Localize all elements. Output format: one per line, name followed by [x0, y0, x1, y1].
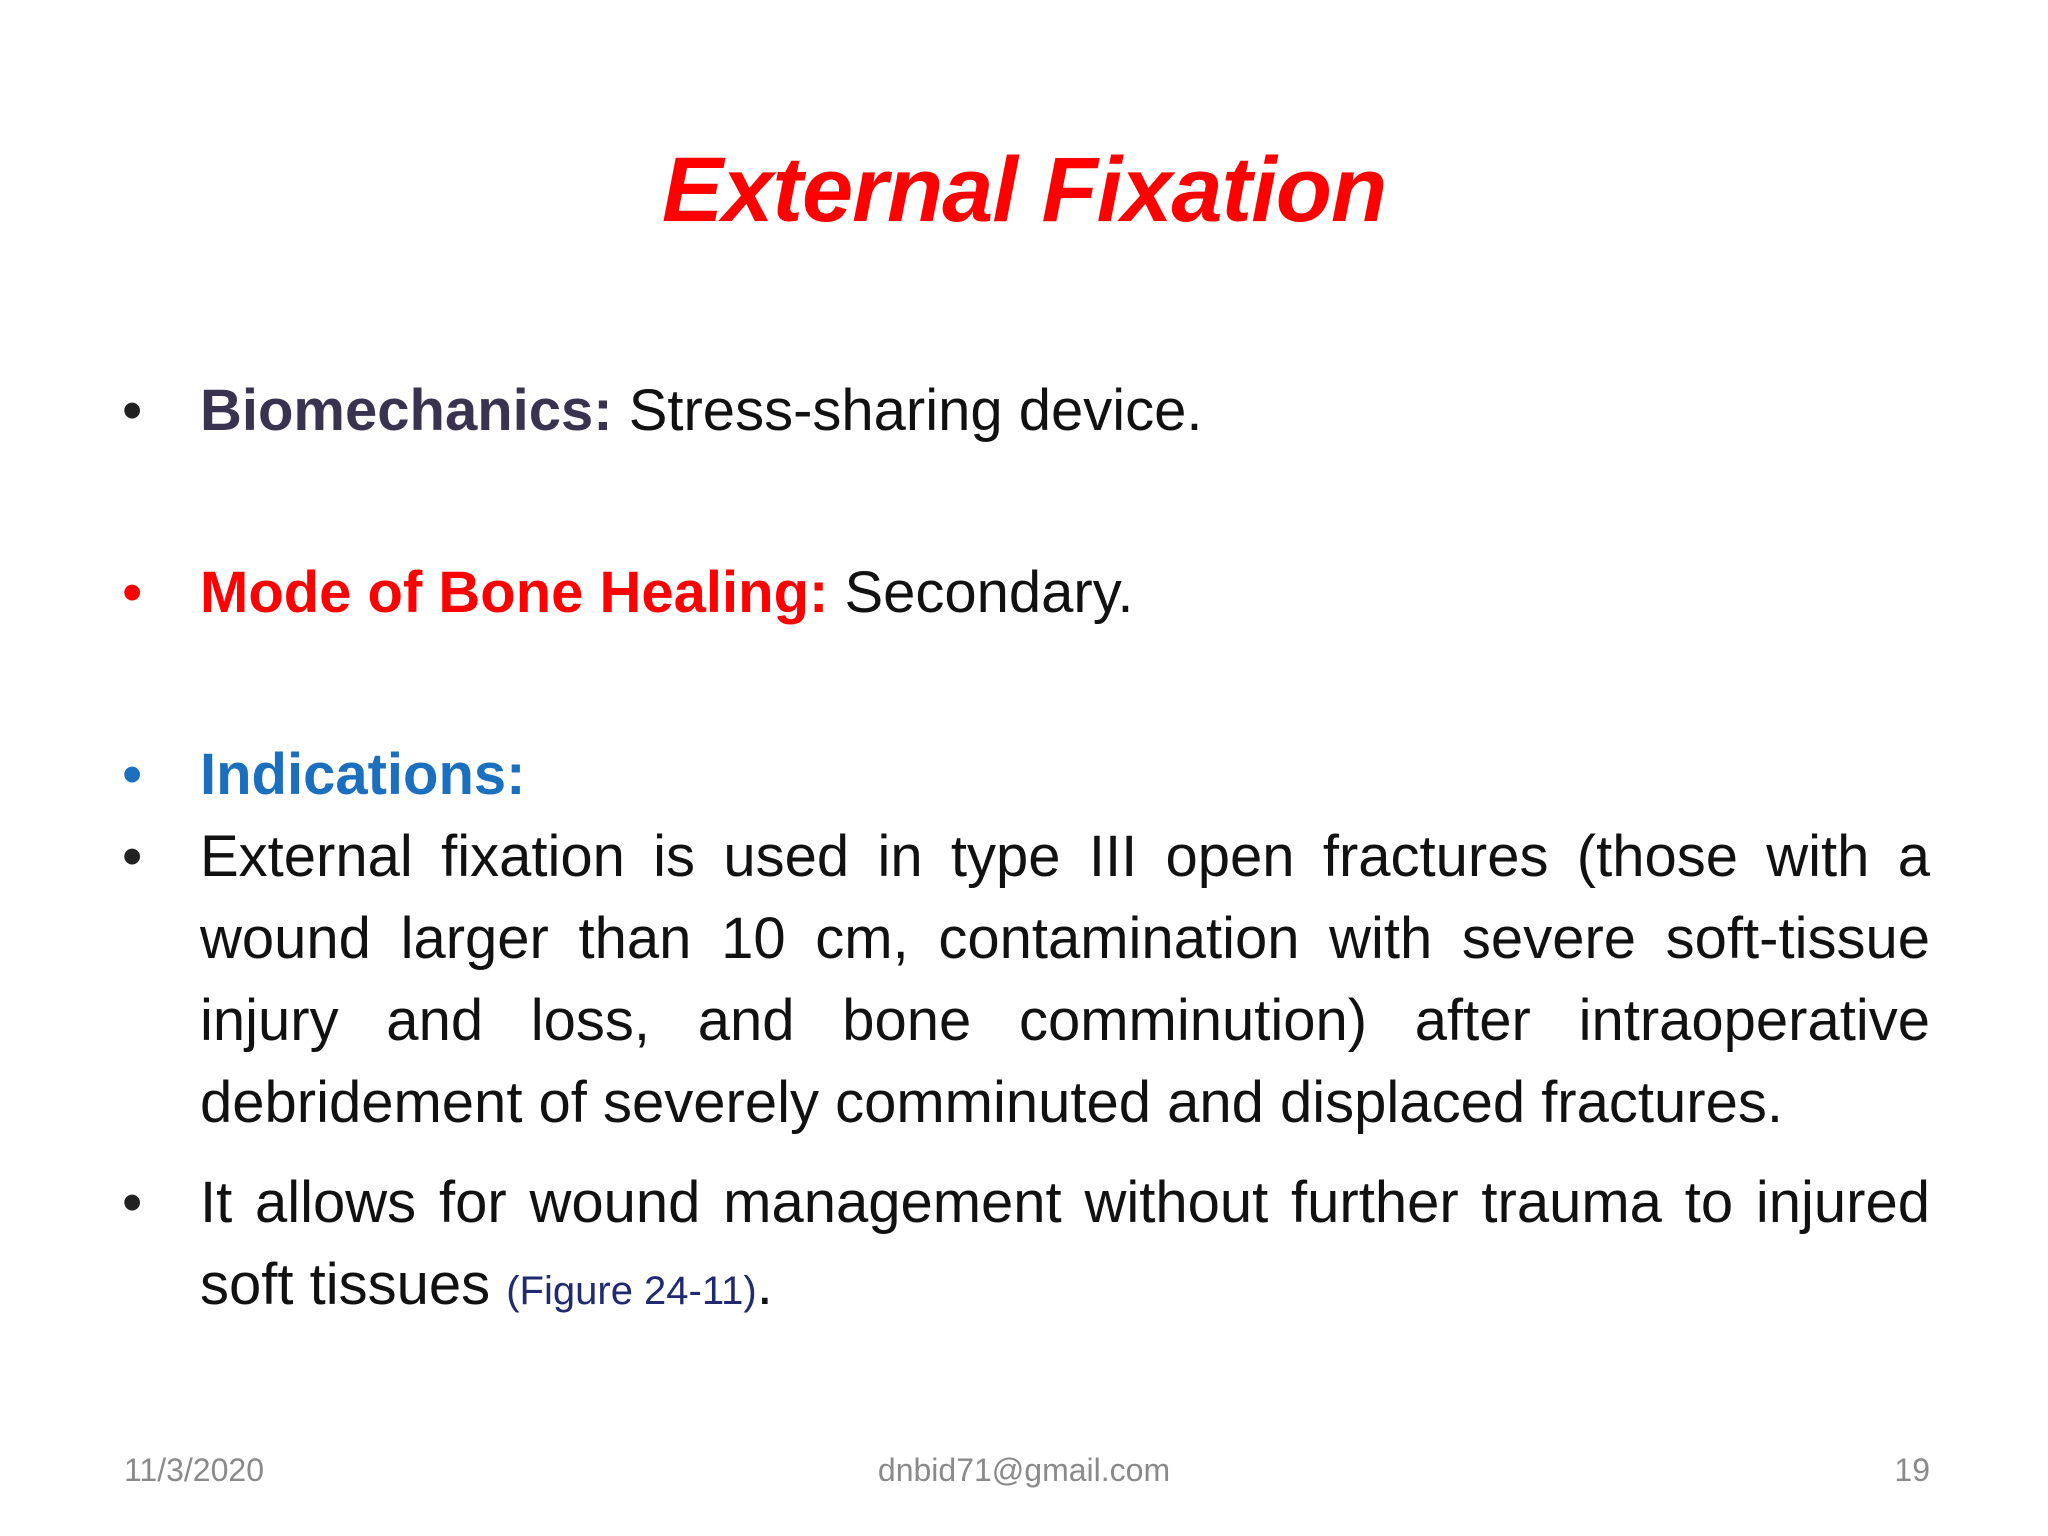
slide-title: External Fixation: [661, 139, 1387, 241]
mode-value: Secondary.: [828, 560, 1134, 625]
footer-date: 11/3/2020: [124, 1452, 264, 1488]
bullet-dot: •: [122, 1170, 143, 1235]
bullet-dot: •: [122, 378, 143, 443]
bullet-dot: •: [122, 560, 143, 625]
indications-label: Indications:: [200, 742, 526, 807]
bullet-mode-of-healing: [122, 552, 1930, 634]
biomechanics-label: Biomechanics:: [200, 378, 613, 443]
bullet-indications: [122, 734, 1930, 816]
biomechanics-value: Stress-sharing device.: [612, 378, 1203, 443]
wound-management-end: .: [756, 1252, 773, 1317]
bullet-dot: •: [122, 824, 143, 889]
external-fixation-text: External fixation is used in type III open fractures (those with a wound larger than 10 cm, contamination with severe soft-tissue injury and loss, and bone comminution) after intraoperative debridement of severely comminuted and displaced fractures.: [200, 824, 1930, 1135]
footer-page-number: 19: [1894, 1452, 1930, 1488]
bullet-external-fixation-use: [122, 816, 1930, 1144]
footer-email: dnbid71@gmail.com: [877, 1452, 1171, 1488]
mode-label: Mode of Bone Healing:: [200, 560, 829, 625]
bullet-biomechanics: [122, 370, 1930, 452]
bullet-dot: •: [122, 742, 143, 807]
bullet-wound-management: [122, 1162, 1930, 1332]
bullet-list: [122, 370, 1930, 1332]
figure-reference: (Figure 24-11): [506, 1269, 757, 1313]
wound-management-text: It allows for wound management without further trauma to injured soft tissues: [200, 1170, 1930, 1317]
